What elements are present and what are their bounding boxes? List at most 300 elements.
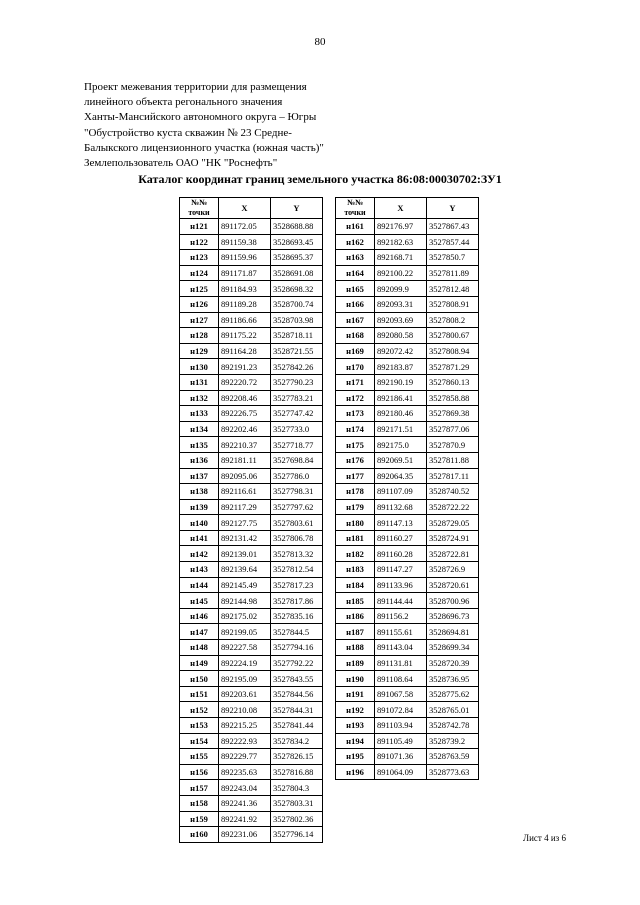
table-row	[336, 608, 479, 624]
y-coordinate-cell: 3527867.43	[427, 219, 479, 235]
point-number-cell: н163	[336, 250, 375, 266]
x-coordinate-cell: 891144.44	[375, 593, 427, 609]
table-header-row	[336, 198, 479, 219]
table-row	[336, 671, 479, 687]
table-row	[180, 608, 323, 624]
table-row	[336, 733, 479, 749]
coordinates-table-left	[179, 197, 323, 843]
table-row	[336, 577, 479, 593]
coordinates-table-right	[335, 197, 479, 780]
point-number-cell: н178	[336, 484, 375, 500]
x-coordinate-cell: 891071.36	[375, 749, 427, 765]
point-number-cell: н168	[336, 328, 375, 344]
y-coordinate-cell: 3527817.11	[427, 468, 479, 484]
y-coordinate-cell: 3527808.2	[427, 312, 479, 328]
point-number-cell: н165	[336, 281, 375, 297]
table-row	[180, 359, 323, 375]
x-coordinate-cell: 892139.01	[219, 546, 271, 562]
y-coordinate-cell: 3527783.21	[271, 390, 323, 406]
x-coordinate-cell: 892243.04	[219, 780, 271, 796]
x-coordinate-cell: 891067.58	[375, 686, 427, 702]
table-row	[336, 749, 479, 765]
y-coordinate-cell: 3527808.94	[427, 343, 479, 359]
header-point-number	[180, 198, 219, 219]
x-coordinate-cell: 891108.64	[375, 671, 427, 687]
point-number-cell: н153	[180, 718, 219, 734]
x-coordinate-cell: 891132.68	[375, 499, 427, 515]
x-coordinate-cell: 892210.37	[219, 437, 271, 453]
x-coordinate-cell: 892220.72	[219, 374, 271, 390]
y-coordinate-cell: 3528736.95	[427, 671, 479, 687]
table-row	[180, 702, 323, 718]
y-coordinate-cell: 3527798.31	[271, 484, 323, 500]
x-coordinate-cell: 891072.84	[375, 702, 427, 718]
point-number-cell: н191	[336, 686, 375, 702]
x-coordinate-cell: 892229.77	[219, 749, 271, 765]
table-row	[336, 764, 479, 780]
x-coordinate-cell: 892231.06	[219, 827, 271, 843]
table-row	[180, 562, 323, 578]
table-row	[180, 593, 323, 609]
y-coordinate-cell: 3528693.45	[271, 234, 323, 250]
x-coordinate-cell: 892241.92	[219, 811, 271, 827]
y-coordinate-cell: 3528700.96	[427, 593, 479, 609]
x-coordinate-cell: 891155.61	[375, 624, 427, 640]
x-coordinate-cell: 892181.11	[219, 452, 271, 468]
table-row	[180, 686, 323, 702]
table-row	[336, 343, 479, 359]
table-row	[336, 250, 479, 266]
table-row	[336, 296, 479, 312]
y-coordinate-cell: 3528720.39	[427, 655, 479, 671]
table-row	[336, 530, 479, 546]
point-number-cell: н179	[336, 499, 375, 515]
x-coordinate-cell: 892183.87	[375, 359, 427, 375]
point-number-cell: н152	[180, 702, 219, 718]
point-number-cell: н145	[180, 593, 219, 609]
y-coordinate-cell: 3527796.14	[271, 827, 323, 843]
y-coordinate-cell: 3527812.54	[271, 562, 323, 578]
point-number-cell: н160	[180, 827, 219, 843]
table-row	[336, 328, 479, 344]
point-number-cell: н154	[180, 733, 219, 749]
x-coordinate-cell: 892195.09	[219, 671, 271, 687]
x-coordinate-cell: 892222.93	[219, 733, 271, 749]
table-row	[180, 780, 323, 796]
y-coordinate-cell: 3527786.0	[271, 468, 323, 484]
y-coordinate-cell: 3527850.7	[427, 250, 479, 266]
x-coordinate-cell: 892224.19	[219, 655, 271, 671]
header-x: X	[375, 198, 427, 219]
y-coordinate-cell: 3528691.08	[271, 265, 323, 281]
table-row	[336, 562, 479, 578]
header-x: X	[219, 198, 271, 219]
page-number: 80	[314, 36, 326, 48]
point-number-cell: н194	[336, 733, 375, 749]
table-row	[336, 359, 479, 375]
point-number-cell: н156	[180, 764, 219, 780]
x-coordinate-cell: 892180.46	[375, 406, 427, 422]
x-coordinate-cell: 891175.22	[219, 328, 271, 344]
y-coordinate-cell: 3527869.38	[427, 406, 479, 422]
table-row	[180, 296, 323, 312]
y-coordinate-cell: 3527813.32	[271, 546, 323, 562]
y-coordinate-cell: 3527790.23	[271, 374, 323, 390]
point-number-cell: н139	[180, 499, 219, 515]
point-number-cell: н181	[336, 530, 375, 546]
point-number-cell: н180	[336, 515, 375, 531]
point-number-cell: н144	[180, 577, 219, 593]
table-row	[336, 374, 479, 390]
table-row	[180, 811, 323, 827]
point-number-cell: н128	[180, 328, 219, 344]
x-coordinate-cell: 892117.29	[219, 499, 271, 515]
y-coordinate-cell: 3527871.29	[427, 359, 479, 375]
header-point-number	[336, 198, 375, 219]
header-line: Землепользователь ОАО "НК "Роснефть"	[84, 157, 278, 170]
table-row	[336, 484, 479, 500]
y-coordinate-cell: 3528695.37	[271, 250, 323, 266]
y-coordinate-cell: 3527844.56	[271, 686, 323, 702]
header-line: Балыкского лицензионного участка (южная часть)"	[84, 141, 324, 154]
x-coordinate-cell: 892190.19	[375, 374, 427, 390]
y-coordinate-cell: 3527808.91	[427, 296, 479, 312]
point-number-cell: н177	[336, 468, 375, 484]
table-row	[180, 437, 323, 453]
table-row	[180, 624, 323, 640]
x-coordinate-cell: 891164.28	[219, 343, 271, 359]
point-number-cell: н134	[180, 421, 219, 437]
table-row	[336, 406, 479, 422]
point-number-cell: н196	[336, 764, 375, 780]
point-number-cell: н171	[336, 374, 375, 390]
table-row	[336, 437, 479, 453]
x-coordinate-cell: 891184.93	[219, 281, 271, 297]
table-row	[180, 421, 323, 437]
table-row	[180, 530, 323, 546]
point-number-cell: н166	[336, 296, 375, 312]
y-coordinate-cell: 3528775.62	[427, 686, 479, 702]
table-row	[180, 265, 323, 281]
x-coordinate-cell: 891131.81	[375, 655, 427, 671]
point-number-cell: н158	[180, 795, 219, 811]
x-coordinate-cell: 892226.75	[219, 406, 271, 422]
table-row	[180, 546, 323, 562]
point-number-cell: н173	[336, 406, 375, 422]
y-coordinate-cell: 3528694.81	[427, 624, 479, 640]
y-coordinate-cell: 3527802.36	[271, 811, 323, 827]
sheet-label: Лист 4 из 6	[523, 833, 566, 843]
table-row	[180, 250, 323, 266]
y-coordinate-cell: 3527816.88	[271, 764, 323, 780]
table-row	[336, 640, 479, 656]
point-number-cell: н132	[180, 390, 219, 406]
point-number-cell: н122	[180, 234, 219, 250]
y-coordinate-cell: 3527803.61	[271, 515, 323, 531]
y-coordinate-cell: 3527834.2	[271, 733, 323, 749]
point-number-cell: н137	[180, 468, 219, 484]
y-coordinate-cell: 3528763.59	[427, 749, 479, 765]
y-coordinate-cell: 3527844.5	[271, 624, 323, 640]
x-coordinate-cell: 891189.28	[219, 296, 271, 312]
table-row	[180, 390, 323, 406]
point-number-cell: н143	[180, 562, 219, 578]
x-coordinate-cell: 891172.05	[219, 219, 271, 235]
x-coordinate-cell: 892131.42	[219, 530, 271, 546]
y-coordinate-cell: 3528699.34	[427, 640, 479, 656]
x-coordinate-cell: 892072.42	[375, 343, 427, 359]
y-coordinate-cell: 3528742.78	[427, 718, 479, 734]
table-row	[180, 468, 323, 484]
y-coordinate-cell: 3528724.91	[427, 530, 479, 546]
header-line: Ханты-Мансийского автономного округа – Югры	[84, 111, 317, 124]
header-point-line2: точки	[344, 208, 366, 217]
x-coordinate-cell: 891171.87	[219, 265, 271, 281]
x-coordinate-cell: 892176.97	[375, 219, 427, 235]
point-number-cell: н130	[180, 359, 219, 375]
point-number-cell: н141	[180, 530, 219, 546]
header-line: "Обустройство куста скважин № 23 Средне-	[84, 126, 292, 139]
y-coordinate-cell: 3527804.3	[271, 780, 323, 796]
point-number-cell: н182	[336, 546, 375, 562]
point-number-cell: н169	[336, 343, 375, 359]
point-number-cell: н140	[180, 515, 219, 531]
x-coordinate-cell: 892093.31	[375, 296, 427, 312]
x-coordinate-cell: 892208.46	[219, 390, 271, 406]
x-coordinate-cell: 892093.69	[375, 312, 427, 328]
y-coordinate-cell: 3528700.74	[271, 296, 323, 312]
y-coordinate-cell: 3527811.89	[427, 265, 479, 281]
point-number-cell: н170	[336, 359, 375, 375]
y-coordinate-cell: 3528720.61	[427, 577, 479, 593]
point-number-cell: н172	[336, 390, 375, 406]
y-coordinate-cell: 3527870.9	[427, 437, 479, 453]
table-row	[336, 265, 479, 281]
table-row	[336, 219, 479, 235]
x-coordinate-cell: 892235.63	[219, 764, 271, 780]
y-coordinate-cell: 3527841.44	[271, 718, 323, 734]
table-row	[180, 281, 323, 297]
point-number-cell: н174	[336, 421, 375, 437]
point-number-cell: н125	[180, 281, 219, 297]
table-row	[180, 795, 323, 811]
table-row	[336, 281, 479, 297]
y-coordinate-cell: 3527844.31	[271, 702, 323, 718]
x-coordinate-cell: 892100.22	[375, 265, 427, 281]
x-coordinate-cell: 892064.35	[375, 468, 427, 484]
y-coordinate-cell: 3527698.84	[271, 452, 323, 468]
table-row	[180, 577, 323, 593]
point-number-cell: н186	[336, 608, 375, 624]
table-row	[336, 546, 479, 562]
x-coordinate-cell: 892182.63	[375, 234, 427, 250]
x-coordinate-cell: 892186.41	[375, 390, 427, 406]
x-coordinate-cell: 892210.08	[219, 702, 271, 718]
header-line: Проект межевания территории для размещения	[84, 81, 307, 93]
point-number-cell: н121	[180, 219, 219, 235]
x-coordinate-cell: 891156.2	[375, 608, 427, 624]
x-coordinate-cell: 892175.0	[375, 437, 427, 453]
point-number-cell: н184	[336, 577, 375, 593]
y-coordinate-cell: 3527817.23	[271, 577, 323, 593]
table-header-row	[180, 198, 323, 219]
x-coordinate-cell: 891160.28	[375, 546, 427, 562]
point-number-cell: н149	[180, 655, 219, 671]
y-coordinate-cell: 3528696.73	[427, 608, 479, 624]
header-point-line1: №№	[190, 198, 208, 207]
y-coordinate-cell: 3527877.06	[427, 421, 479, 437]
x-coordinate-cell: 891159.96	[219, 250, 271, 266]
y-coordinate-cell: 3527817.86	[271, 593, 323, 609]
table-row	[180, 671, 323, 687]
x-coordinate-cell: 892144.98	[219, 593, 271, 609]
table-row	[180, 452, 323, 468]
y-coordinate-cell: 3528773.63	[427, 764, 479, 780]
x-coordinate-cell: 891147.13	[375, 515, 427, 531]
table-row	[336, 234, 479, 250]
x-coordinate-cell: 892127.75	[219, 515, 271, 531]
x-coordinate-cell: 892241.36	[219, 795, 271, 811]
x-coordinate-cell: 891105.49	[375, 733, 427, 749]
x-coordinate-cell: 892139.64	[219, 562, 271, 578]
y-coordinate-cell: 3527733.0	[271, 421, 323, 437]
point-number-cell: н133	[180, 406, 219, 422]
point-number-cell: н176	[336, 452, 375, 468]
x-coordinate-cell: 892191.23	[219, 359, 271, 375]
point-number-cell: н185	[336, 593, 375, 609]
y-coordinate-cell: 3527797.62	[271, 499, 323, 515]
x-coordinate-cell: 892215.25	[219, 718, 271, 734]
point-number-cell: н148	[180, 640, 219, 656]
y-coordinate-cell: 3528726.9	[427, 562, 479, 578]
y-coordinate-cell: 3527843.55	[271, 671, 323, 687]
table-row	[180, 234, 323, 250]
point-number-cell: н129	[180, 343, 219, 359]
point-number-cell: н124	[180, 265, 219, 281]
point-number-cell: н123	[180, 250, 219, 266]
y-coordinate-cell: 3527858.88	[427, 390, 479, 406]
y-coordinate-cell: 3527842.26	[271, 359, 323, 375]
point-number-cell: н151	[180, 686, 219, 702]
point-number-cell: н190	[336, 671, 375, 687]
x-coordinate-cell: 892203.61	[219, 686, 271, 702]
point-number-cell: н188	[336, 640, 375, 656]
y-coordinate-cell: 3528739.2	[427, 733, 479, 749]
y-coordinate-cell: 3527718.77	[271, 437, 323, 453]
y-coordinate-cell: 3527800.67	[427, 328, 479, 344]
point-number-cell: н167	[336, 312, 375, 328]
table-row	[336, 718, 479, 734]
point-number-cell: н192	[336, 702, 375, 718]
point-number-cell: н161	[336, 219, 375, 235]
table-row	[336, 702, 479, 718]
point-number-cell: н127	[180, 312, 219, 328]
x-coordinate-cell: 891160.27	[375, 530, 427, 546]
y-coordinate-cell: 3527835.16	[271, 608, 323, 624]
table-row	[336, 312, 479, 328]
x-coordinate-cell: 892202.46	[219, 421, 271, 437]
table-row	[336, 515, 479, 531]
y-coordinate-cell: 3527857.44	[427, 234, 479, 250]
x-coordinate-cell: 892171.51	[375, 421, 427, 437]
point-number-cell: н131	[180, 374, 219, 390]
table-row	[180, 827, 323, 843]
table-row	[180, 733, 323, 749]
x-coordinate-cell: 891186.66	[219, 312, 271, 328]
table-row	[180, 640, 323, 656]
x-coordinate-cell: 892227.58	[219, 640, 271, 656]
y-coordinate-cell: 3527806.78	[271, 530, 323, 546]
y-coordinate-cell: 3528721.55	[271, 343, 323, 359]
x-coordinate-cell: 891147.27	[375, 562, 427, 578]
y-coordinate-cell: 3527811.88	[427, 452, 479, 468]
x-coordinate-cell: 892168.71	[375, 250, 427, 266]
point-number-cell: н136	[180, 452, 219, 468]
table-row	[336, 686, 479, 702]
y-coordinate-cell: 3528765.01	[427, 702, 479, 718]
table-row	[180, 219, 323, 235]
x-coordinate-cell: 892069.51	[375, 452, 427, 468]
x-coordinate-cell: 892199.05	[219, 624, 271, 640]
x-coordinate-cell: 891103.94	[375, 718, 427, 734]
point-number-cell: н147	[180, 624, 219, 640]
table-row	[180, 749, 323, 765]
point-number-cell: н183	[336, 562, 375, 578]
point-number-cell: н126	[180, 296, 219, 312]
y-coordinate-cell: 3527747.42	[271, 406, 323, 422]
table-row	[180, 328, 323, 344]
table-row	[180, 484, 323, 500]
x-coordinate-cell: 892145.49	[219, 577, 271, 593]
table-row	[180, 718, 323, 734]
y-coordinate-cell: 3528722.22	[427, 499, 479, 515]
point-number-cell: н157	[180, 780, 219, 796]
y-coordinate-cell: 3527794.16	[271, 640, 323, 656]
catalog-title: Каталог координат границ земельного участка 86:08:00030702:ЗУ1	[138, 172, 502, 186]
x-coordinate-cell: 892080.58	[375, 328, 427, 344]
x-coordinate-cell: 891143.04	[375, 640, 427, 656]
y-coordinate-cell: 3527860.13	[427, 374, 479, 390]
y-coordinate-cell: 3528729.05	[427, 515, 479, 531]
header-y: Y	[271, 198, 323, 219]
table-row	[180, 343, 323, 359]
y-coordinate-cell: 3527803.31	[271, 795, 323, 811]
point-number-cell: н189	[336, 655, 375, 671]
table-row	[336, 499, 479, 515]
y-coordinate-cell: 3528740.52	[427, 484, 479, 500]
point-number-cell: н187	[336, 624, 375, 640]
point-number-cell: н195	[336, 749, 375, 765]
x-coordinate-cell: 891159.38	[219, 234, 271, 250]
y-coordinate-cell: 3527792.22	[271, 655, 323, 671]
point-number-cell: н135	[180, 437, 219, 453]
y-coordinate-cell: 3527826.15	[271, 749, 323, 765]
x-coordinate-cell: 892099.9	[375, 281, 427, 297]
table-row	[180, 764, 323, 780]
point-number-cell: н193	[336, 718, 375, 734]
table-row	[180, 655, 323, 671]
point-number-cell: н175	[336, 437, 375, 453]
x-coordinate-cell: 891107.09	[375, 484, 427, 500]
table-row	[336, 452, 479, 468]
table-row	[336, 655, 479, 671]
point-number-cell: н155	[180, 749, 219, 765]
table-row	[336, 468, 479, 484]
x-coordinate-cell: 892175.02	[219, 608, 271, 624]
table-row	[180, 312, 323, 328]
x-coordinate-cell: 892116.61	[219, 484, 271, 500]
y-coordinate-cell: 3528688.88	[271, 219, 323, 235]
